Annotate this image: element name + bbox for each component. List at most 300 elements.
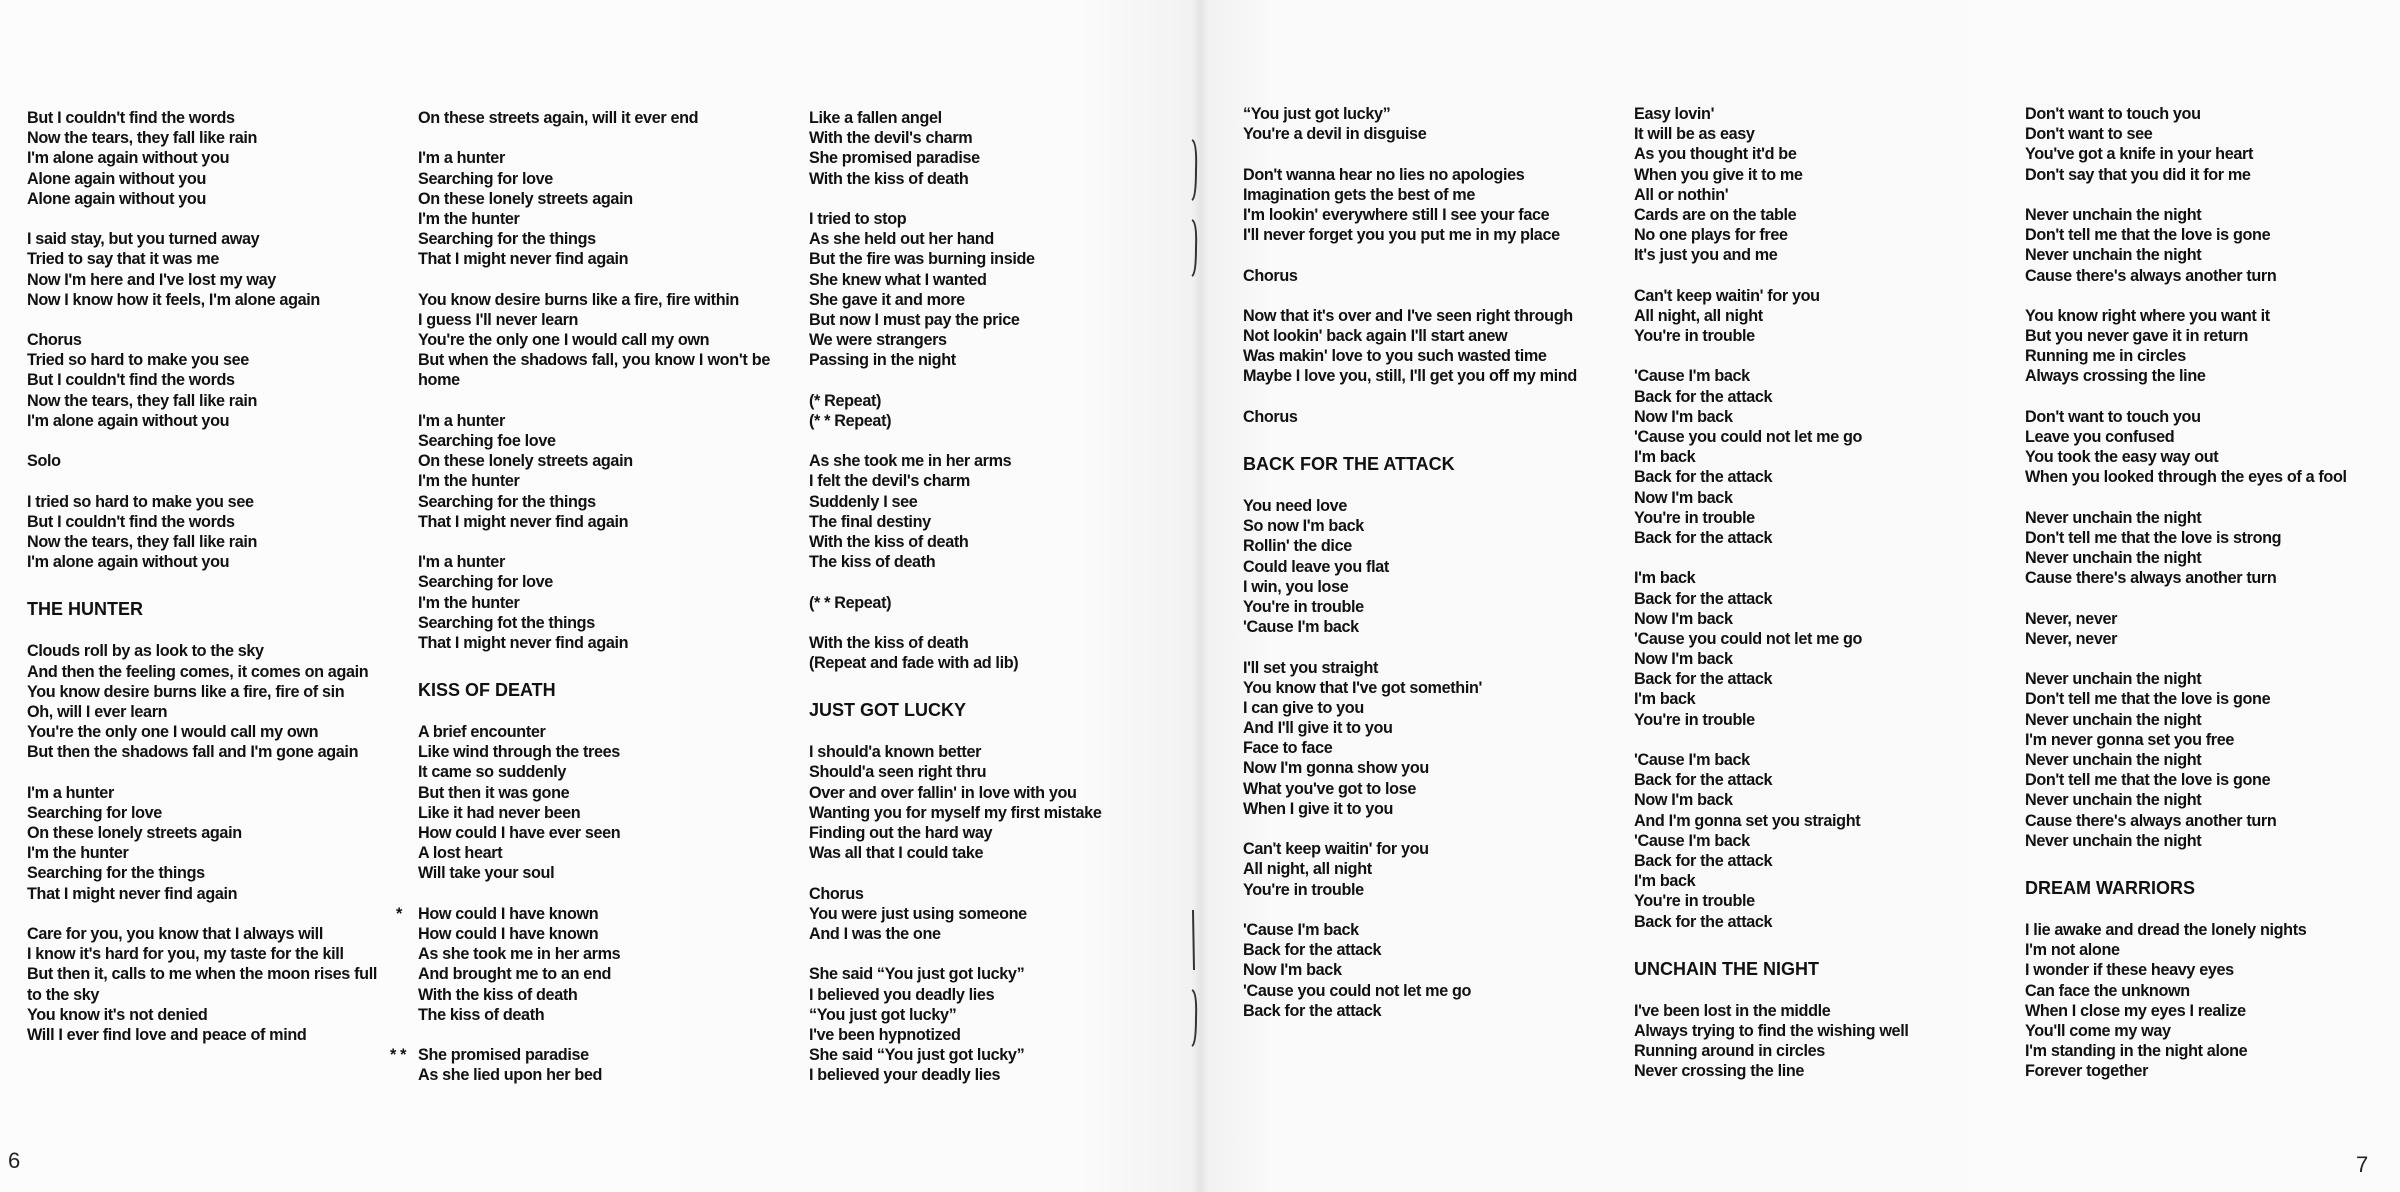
lyric-line: Never unchain the night — [2025, 508, 2202, 527]
lyric-line: You know right where you want it — [2025, 306, 2270, 325]
lyric-line: You're in trouble — [1243, 880, 1364, 899]
stanza — [418, 411, 770, 532]
lyric-line: The kiss of death — [809, 553, 936, 572]
repeat-marker: * — [396, 904, 402, 923]
lyric-line: Can't keep waitin' for you — [1243, 840, 1429, 859]
lyric-line: Clouds roll by as look to the sky — [27, 642, 264, 661]
lyric-line: Forever together — [2025, 1062, 2149, 1081]
lyric-line: Care for you, you know that I always will — [27, 924, 323, 943]
page-number-right: 7 — [2356, 1152, 2369, 1177]
lyric-line: Was all that I could take — [809, 844, 984, 863]
lyric-line: When I give it to you — [1243, 799, 1394, 818]
lyric-line: Searching for the things — [418, 492, 596, 511]
song-title: THE HUNTER — [27, 599, 143, 620]
stanza — [1243, 839, 1595, 900]
lyric-line: As she held out her hand — [809, 230, 994, 249]
lyric-line: With the kiss of death — [809, 169, 969, 188]
stanza — [809, 633, 1169, 673]
lyric-line: With the kiss of death — [809, 532, 969, 551]
lyric-line — [418, 310, 770, 350]
lyric-line: Running me in circles — [2025, 347, 2186, 366]
lyric-line: What you've got to lose — [1243, 779, 1416, 798]
lyric-line: And I'm gonna set you straight — [1634, 811, 1861, 830]
lyric-line: With the kiss of death — [809, 633, 969, 652]
stanza — [809, 742, 1169, 863]
song-title: BACK FOR THE ATTACK — [1243, 454, 1455, 475]
stanza — [1243, 496, 1595, 637]
lyric-line: Searching for the things — [418, 230, 596, 249]
lyric-line: (* Repeat) — [809, 391, 882, 410]
lyric-line: Never unchain the night — [2025, 710, 2202, 729]
lyric-line: Don't tell me that the love is gone — [2025, 771, 2271, 790]
lyric-line: Now the tears, they fall like rain — [27, 532, 258, 551]
lyric-line: Always trying to find the wishing well — [1634, 1021, 1909, 1040]
lyrics-column-5 — [1634, 104, 1994, 1081]
lyric-line: You know it's not denied — [27, 1005, 208, 1024]
margin-bracket — [1190, 908, 1196, 972]
lyric-line: I win, you lose — [1243, 577, 1349, 596]
lyric-line: Searching for love — [418, 573, 553, 592]
lyric-line: You need love — [1243, 497, 1347, 516]
song-title: DREAM WARRIORS — [2025, 877, 2195, 898]
lyric-line: I felt the devil's charm — [809, 472, 970, 491]
lyric-line: (* * Repeat) — [809, 411, 892, 430]
lyric-line: I'm back — [1634, 448, 1696, 467]
lyric-line: Back for the attack — [1634, 912, 1773, 931]
lyric-line: Now I'm back — [1634, 650, 1733, 669]
lyric-line: We were strangers — [809, 331, 947, 350]
lyric-line: Chorus — [27, 331, 82, 350]
lyric-line: But then it was gone — [418, 783, 570, 802]
stanza — [27, 641, 377, 762]
lyric-line: And then the feeling comes, it comes on again — [27, 662, 369, 681]
stanza — [1243, 165, 1595, 246]
lyric-line: All or nothin' — [1634, 185, 1729, 204]
lyric-line: Don't tell me that the love is strong — [2025, 528, 2282, 547]
stanza — [809, 964, 1169, 1085]
lyric-line: Suddenly I see — [809, 492, 918, 511]
stanza — [2025, 920, 2385, 1082]
stanza — [1634, 568, 1994, 730]
lyric-line: I'm a hunter — [418, 553, 505, 572]
lyric-line: Could leave you flat — [1243, 557, 1389, 576]
stanza — [809, 108, 1169, 189]
lyric-line: You know that I've got somethin' — [1243, 678, 1483, 697]
lyric-line: I know it's hard for you, my taste for the kill — [27, 945, 344, 964]
lyric-line: I believed your deadly lies — [809, 1066, 1001, 1085]
lyric-line: That I might never find again — [418, 512, 629, 531]
lyric-line: You're in trouble — [1634, 710, 1755, 729]
lyrics-column-1 — [27, 108, 377, 1045]
lyric-line: 'Cause you could not let me go — [1243, 981, 1472, 1000]
lyric-line: Alone again without you — [27, 189, 206, 208]
lyric-line: And brought me to an end — [418, 965, 612, 984]
lyric-line: Never unchain the night — [2025, 751, 2202, 769]
lyric-line: Don't say that you did it for me — [2025, 165, 2251, 184]
lyric-line: I said stay, but you turned away — [27, 230, 260, 249]
lyric-line: But the fire was burning inside — [809, 250, 1035, 269]
lyric-line — [1243, 326, 1595, 366]
lyric-line: But I couldn't find the words — [27, 512, 235, 531]
margin-bracket — [1190, 218, 1196, 278]
stanza — [809, 451, 1169, 572]
lyric-line: Oh, will I ever learn — [27, 702, 168, 721]
stanza — [27, 924, 377, 1045]
lyric-line: 'Cause I'm back — [1634, 367, 1750, 386]
lyric-line: 'Cause you could not let me go — [1634, 428, 1863, 446]
lyric-line: It will be as easy — [1634, 125, 1755, 144]
lyric-line: Cause there's always another turn — [2025, 266, 2277, 285]
lyric-line: With the kiss of death — [418, 985, 578, 1004]
lyric-line: I can give to you — [1243, 698, 1364, 717]
lyric-line: Searching for the things — [27, 864, 205, 883]
lyric-line: Now I'm back — [1634, 609, 1733, 628]
lyric-line — [27, 641, 377, 661]
lyric-line: Never, never — [2025, 609, 2118, 628]
lyric-line: She promised paradise — [809, 149, 980, 168]
lyric-line: I tried to stop — [809, 209, 907, 228]
lyric-line: Searching foe love — [418, 432, 556, 451]
lyric-line: Now that it's over and I've seen right through — [1243, 306, 1573, 325]
lyric-line: With the devil's charm — [809, 129, 973, 148]
lyric-line: Don't tell me that the love is gone — [2025, 226, 2271, 245]
lyric-line: You're in trouble — [1243, 597, 1364, 616]
lyric-line: Now I know how it feels, I'm alone again — [27, 290, 320, 309]
lyric-line: Not lookin' back again I'll start anew — [1243, 327, 1508, 346]
lyric-line — [418, 904, 770, 1025]
song-title: UNCHAIN THE NIGHT — [1634, 958, 1819, 979]
lyric-line: But then the shadows fall and I'm gone again — [27, 743, 359, 762]
lyric-line: Solo — [27, 452, 61, 471]
lyric-line: 'Cause I'm back — [1634, 751, 1750, 769]
lyric-line: Now I'm back — [1243, 961, 1342, 980]
lyric-line: “You just got lucky” — [1243, 105, 1391, 123]
lyric-line: “You just got lucky” — [809, 1005, 957, 1024]
lyric-line: As she lied upon her bed — [418, 1066, 603, 1085]
lyric-line: I'm not alone — [2025, 941, 2120, 960]
stanza — [2025, 609, 2385, 649]
song-title: KISS OF DEATH — [418, 680, 556, 701]
lyric-line: And I'll give it to you — [1243, 719, 1393, 738]
lyric-line: Back for the attack — [1634, 468, 1773, 487]
lyric-line: Now I'm back — [1634, 407, 1733, 426]
lyric-line: Chorus — [1243, 407, 1298, 426]
stanza — [1243, 266, 1595, 286]
lyric-line: Passing in the night — [809, 351, 956, 370]
stanza — [2025, 669, 2385, 851]
lyric-line: Now the tears, they fall like rain — [27, 129, 258, 148]
lyric-line: You know desire burns like a fire, fire within — [418, 290, 739, 309]
lyric-line: You've got a knife in your heart — [2025, 145, 2254, 164]
stanza — [418, 148, 770, 269]
lyric-line: I believed you deadly lies — [809, 985, 995, 1004]
lyric-line: Don't tell me that the love is gone — [2025, 690, 2271, 709]
lyric-line: Like wind through the trees — [418, 743, 620, 762]
stanza — [27, 492, 377, 573]
lyric-line: But I couldn't find the words — [27, 109, 235, 127]
stanza — [1243, 306, 1595, 387]
lyric-line: Don't wanna hear no lies no apologies — [1243, 165, 1525, 184]
lyric-line: I've been hypnotized — [809, 1025, 961, 1044]
lyric-line: I'm a hunter — [27, 783, 114, 802]
lyric-line: I wonder if these heavy eyes — [2025, 961, 2234, 980]
lyric-line: I guess I'll never learn — [418, 310, 579, 329]
lyric-line: I lie awake and dread the lonely nights — [2025, 920, 2307, 939]
lyric-line: But you never gave it in return — [2025, 327, 2249, 346]
lyric-line: That I might never find again — [418, 633, 629, 652]
stanza — [1634, 104, 1994, 266]
lyric-line: Back for the attack — [1634, 528, 1773, 547]
lyric-line: Back for the attack — [1634, 771, 1773, 790]
lyric-line: You're in trouble — [1634, 508, 1755, 527]
lyric-line: You're in trouble — [1634, 892, 1755, 911]
lyric-line: When you looked through the eyes of a fool — [2025, 468, 2347, 487]
lyric-line — [27, 1005, 377, 1045]
stanza — [1243, 407, 1595, 427]
lyric-line: Never crossing the line — [1634, 1062, 1805, 1081]
lyric-line: You took the easy way out — [2025, 448, 2219, 467]
lyric-line — [27, 682, 377, 743]
lyric-line: Now I'm back — [1634, 791, 1733, 810]
lyric-line: You're a devil in disguise — [1243, 125, 1427, 144]
stanza — [1634, 366, 1994, 548]
lyric-line: As you thought it'd be — [1634, 145, 1797, 164]
stanza — [27, 451, 377, 471]
lyric-line: Never unchain the night — [2025, 205, 2202, 224]
repeat-marker: * * — [390, 1046, 407, 1065]
lyric-line: Always crossing the line — [2025, 367, 2206, 386]
lyric-line: When I close my eyes I realize — [2025, 1001, 2246, 1020]
lyric-line: No one plays for free — [1634, 226, 1788, 245]
lyric-line: That I might never find again — [27, 884, 238, 903]
lyric-line: How could I have known — [418, 924, 599, 943]
stanza — [1634, 750, 1994, 932]
lyric-line: Never unchain the night — [2025, 670, 2202, 689]
lyric-line: Was makin' love to you such wasted time — [1243, 347, 1547, 366]
lyric-line: I'm alone again without you — [27, 411, 230, 430]
lyric-line: I'll set you straight — [1243, 658, 1379, 677]
lyric-line: She said “You just got lucky” — [809, 965, 1025, 984]
lyric-line: Chorus — [1243, 266, 1298, 285]
lyric-line: Back for the attack — [1634, 387, 1773, 406]
lyric-line: Chorus — [809, 884, 864, 903]
lyrics-column-6 — [2025, 104, 2385, 1081]
margin-bracket — [1190, 138, 1196, 202]
lyric-line: How could I have ever seen — [418, 824, 621, 843]
lyric-line: I should'a known better — [809, 743, 982, 762]
lyric-line: Back for the attack — [1243, 1001, 1382, 1020]
lyric-line: You're in trouble — [1634, 327, 1755, 346]
lyric-line: Never, never — [2025, 629, 2118, 648]
lyric-line: She knew what I wanted — [809, 270, 987, 289]
lyric-line: A brief encounter — [418, 723, 546, 742]
lyric-line: I'm lookin' everywhere still I see your face — [1243, 205, 1550, 224]
lyric-line: I'm back — [1634, 690, 1696, 709]
lyric-line: Back for the attack — [1634, 670, 1773, 689]
lyric-line — [418, 1045, 770, 1085]
lyric-line: 'Cause I'm back — [1243, 618, 1359, 637]
lyric-line: And I was the one — [809, 924, 941, 943]
lyric-line: You're the only one I would call my own — [418, 331, 710, 350]
lyric-line: 'Cause I'm back — [1243, 920, 1359, 939]
lyric-line: She said “You just got lucky” — [809, 1046, 1025, 1065]
lyric-line: Can't keep waitin' for you — [1634, 286, 1820, 305]
lyric-line: Can face the unknown — [2025, 981, 2190, 1000]
stanza — [27, 783, 377, 904]
lyric-line: Will take your soul — [418, 864, 555, 883]
stanza — [27, 229, 377, 310]
stanza — [1243, 920, 1595, 1021]
lyric-line: Leave you confused — [2025, 428, 2175, 446]
stanza — [2025, 205, 2385, 286]
lyric-line: Wanting you for myself my first mistake — [809, 803, 1102, 822]
lyric-line: But I couldn't find the words — [27, 371, 235, 390]
lyric-line: I'm standing in the night alone — [2025, 1042, 2248, 1061]
lyric-line: But now I must pay the price — [809, 310, 1020, 329]
lyric-line: She promised paradise — [418, 1046, 589, 1065]
lyric-line: A lost heart — [418, 844, 503, 863]
stanza — [418, 290, 770, 391]
stanza — [809, 391, 1169, 431]
lyric-line: Never unchain the night — [2025, 549, 2202, 568]
lyric-line: You were just using someone — [809, 904, 1027, 923]
lyric-line: All night, all night — [1243, 860, 1372, 879]
lyric-line: Searching for love — [27, 803, 162, 822]
lyric-line: Now the tears, they fall like rain — [27, 391, 258, 410]
stanza — [809, 884, 1169, 945]
lyric-line: I'm never gonna set you free — [2025, 730, 2235, 749]
stanza — [418, 552, 770, 653]
lyric-line: On these lonely streets again — [418, 452, 633, 471]
lyric-line: I'll never forget you you put me in my place — [1243, 226, 1560, 245]
margin-bracket — [1190, 988, 1196, 1048]
lyric-line: Back for the attack — [1634, 851, 1773, 870]
stanza — [809, 593, 1169, 613]
stanza — [396, 904, 770, 1025]
lyric-line: Imagination gets the best of me — [1243, 185, 1475, 204]
lyric-line: I tried so hard to make you see — [27, 492, 254, 511]
lyric-line: It came so suddenly — [418, 763, 567, 782]
lyric-line: I'm back — [1634, 569, 1696, 588]
lyric-line: I'm a hunter — [418, 149, 505, 168]
lyric-line: I'm the hunter — [418, 593, 520, 612]
lyric-line: On these lonely streets again — [27, 824, 242, 843]
lyric-line: Back for the attack — [1243, 941, 1382, 960]
stanza — [27, 108, 377, 209]
lyric-line: So now I'm back — [1243, 517, 1364, 536]
lyric-line: I've been lost in the middle — [1634, 1001, 1831, 1020]
lyrics-column-2 — [390, 108, 770, 1085]
lyric-line: She gave it and more — [809, 290, 965, 309]
lyric-line: Now I'm gonna show you — [1243, 759, 1429, 778]
lyric-line: When you give it to me — [1634, 165, 1803, 184]
stanza — [2025, 306, 2385, 387]
stanza — [1634, 1001, 1994, 1082]
lyric-line: As she took me in her arms — [418, 945, 621, 964]
lyric-line: Maybe I love you, still, I'll get you off my mind — [1243, 367, 1577, 386]
lyric-line: It's just you and me — [1634, 246, 1778, 265]
stanza — [390, 1045, 770, 1085]
lyric-line: Cause there's always another turn — [2025, 569, 2277, 588]
lyric-line: I'm the hunter — [27, 844, 129, 863]
stanza — [418, 722, 770, 884]
lyric-line: I'm back — [1634, 872, 1696, 891]
lyric-line: Never unchain the night — [2025, 246, 2202, 265]
stanza — [418, 108, 770, 128]
lyric-line: Running around in circles — [1634, 1042, 1825, 1061]
lyric-line: Finding out the hard way — [809, 824, 993, 842]
lyrics-column-3 — [809, 108, 1169, 1085]
page-number-left: 6 — [8, 1148, 21, 1173]
lyric-line: Cause there's always another turn — [2025, 811, 2277, 830]
lyric-line: Should'a seen right thru — [809, 763, 987, 782]
lyric-line: Never unchain the night — [2025, 831, 2202, 850]
lyric-line: Don't want to see — [2025, 125, 2153, 144]
lyric-line: Like it had never been — [418, 803, 581, 822]
lyric-line: Searching for love — [418, 169, 553, 188]
stanza — [2025, 508, 2385, 589]
lyric-line: Over and over fallin' in love with you — [809, 783, 1077, 802]
lyric-line: 'Cause you could not let me go — [1634, 629, 1863, 648]
lyric-line: Rollin' the dice — [1243, 537, 1352, 556]
lyric-line: Tried so hard to make you see — [27, 351, 249, 370]
lyric-line: I'm a hunter — [418, 411, 505, 430]
lyric-line: Cards are on the table — [1634, 205, 1797, 224]
lyric-line: I'm alone again without you — [27, 149, 230, 168]
lyric-line: Tried to say that it was me — [27, 250, 220, 269]
lyric-line: How could I have known — [418, 904, 599, 923]
lyric-line: That I might never find again — [418, 250, 629, 269]
lyric-line: (* * Repeat) — [809, 593, 892, 612]
lyric-line: Don't want to touch you — [2025, 105, 2201, 123]
stanza — [1634, 286, 1994, 347]
lyric-line: You're the only one I would call my own — [27, 723, 319, 742]
lyric-line: The final destiny — [809, 512, 931, 531]
lyric-line: The kiss of death — [418, 1005, 545, 1024]
lyric-line: But when the shadows fall, you know I won't be home — [418, 351, 770, 390]
lyric-line: Alone again without you — [27, 169, 206, 188]
lyric-line: Now I'm here and I've lost my way — [27, 270, 276, 289]
lyric-line: Never unchain the night — [2025, 791, 2202, 810]
lyric-line: Face to face — [1243, 739, 1333, 758]
stanza — [1243, 658, 1595, 820]
lyric-line: But then it, calls to me when the moon rises full to the sky — [27, 965, 377, 1004]
lyric-line: Like a fallen angel — [809, 109, 942, 127]
lyric-line: All night, all night — [1634, 306, 1763, 325]
lyric-line: Will I ever find love and peace of mind — [27, 1025, 307, 1044]
lyric-line: On these streets again, will it ever end — [418, 109, 699, 127]
stanza — [27, 330, 377, 431]
lyric-line: As she took me in her arms — [809, 452, 1012, 471]
lyric-line — [27, 944, 377, 964]
lyric-line: 'Cause I'm back — [1634, 831, 1750, 850]
lyric-line: I'm the hunter — [418, 209, 520, 228]
lyric-line: Easy lovin' — [1634, 105, 1715, 123]
stanza — [2025, 407, 2385, 488]
lyric-line: Back for the attack — [1634, 589, 1773, 608]
lyric-line: I'm the hunter — [418, 472, 520, 491]
lyric-line: I'm alone again without you — [27, 553, 230, 572]
stanza — [2025, 104, 2385, 185]
lyric-line: Don't want to touch you — [2025, 407, 2201, 426]
lyric-line: Searching fot the things — [418, 613, 595, 632]
lyric-line: You know desire burns like a fire, fire of sin — [27, 682, 345, 701]
lyric-line: You'll come my way — [2025, 1021, 2171, 1040]
song-title: JUST GOT LUCKY — [809, 700, 967, 721]
stanza — [809, 209, 1169, 371]
lyric-line: On these lonely streets again — [418, 189, 633, 208]
lyric-line: Now I'm back — [1634, 488, 1733, 507]
